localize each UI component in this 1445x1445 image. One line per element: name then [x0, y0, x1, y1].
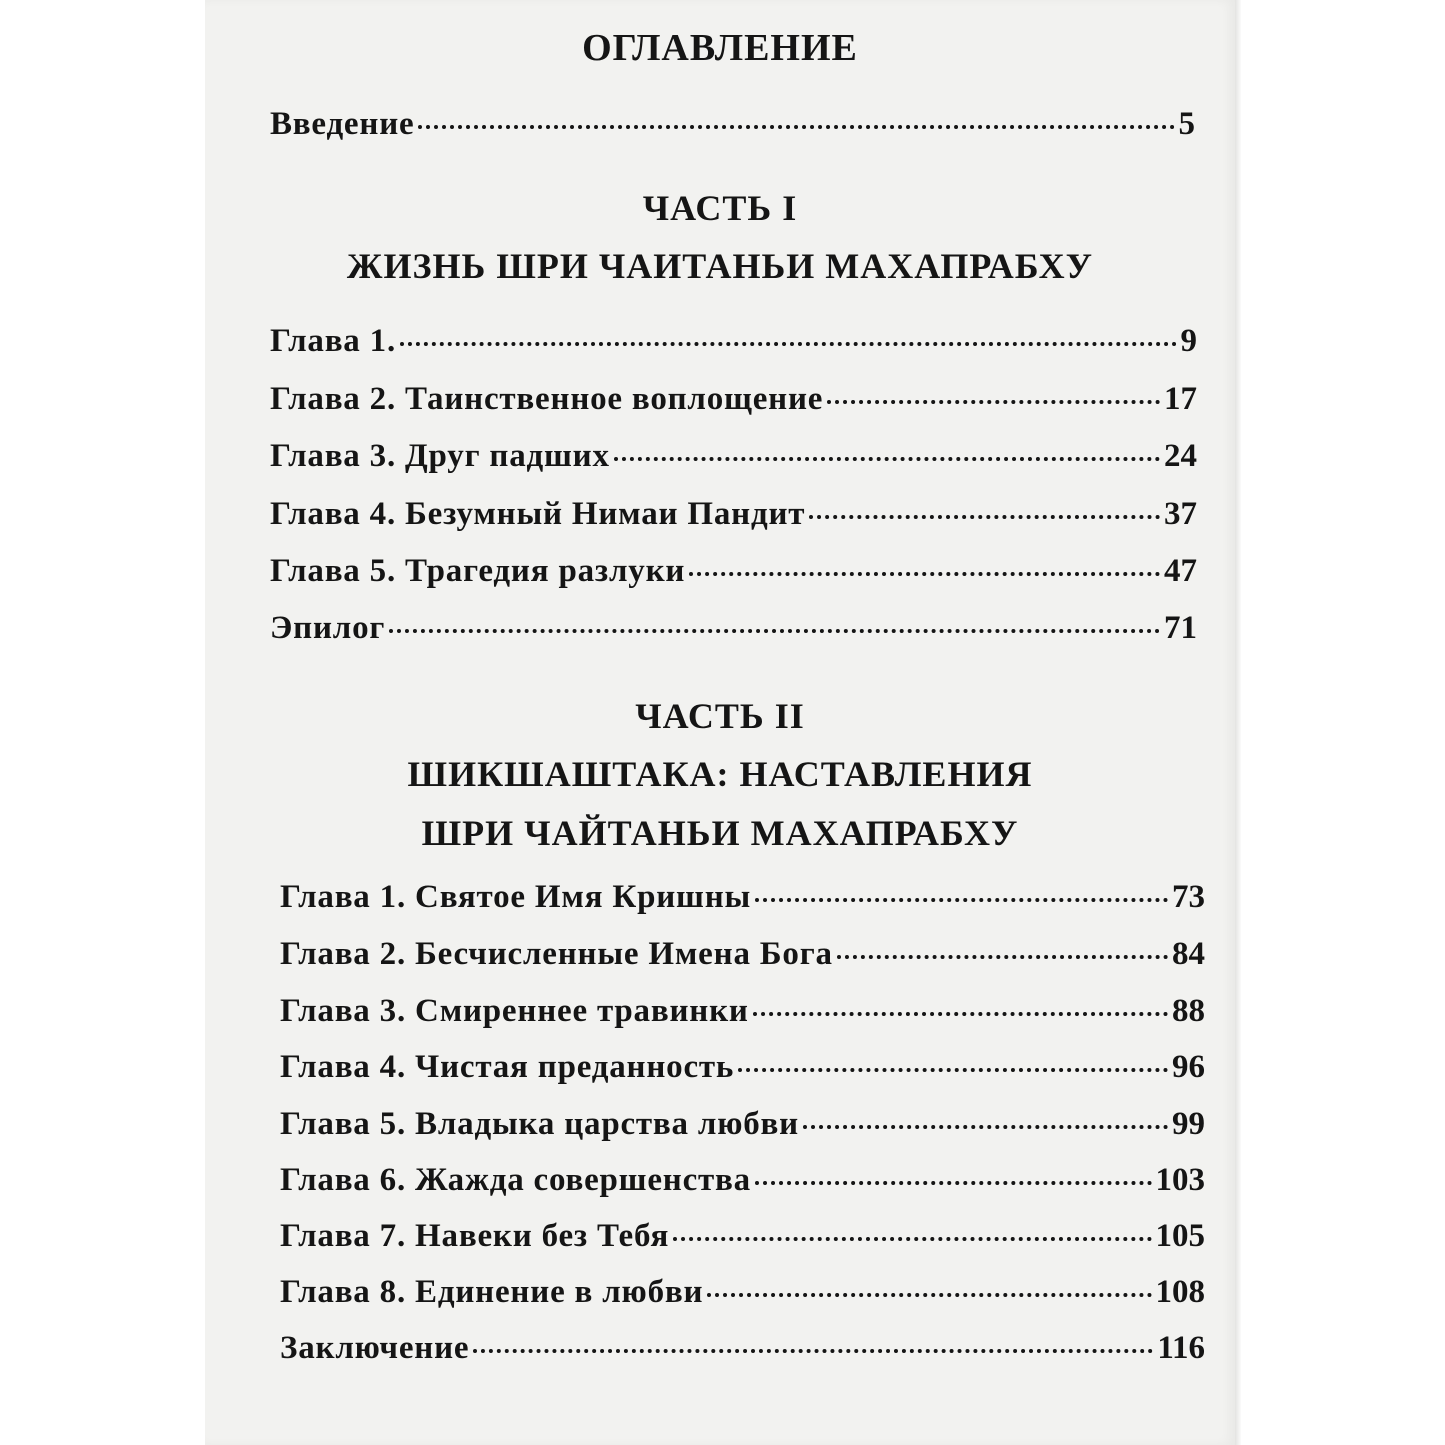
toc-entry-label: Глава 3. Смиреннее травинки [280, 993, 749, 1029]
toc-page-number: 47 [1164, 553, 1197, 589]
dot-leader [738, 1068, 1168, 1072]
toc-page-number: 24 [1164, 438, 1197, 474]
toc-page-number: 73 [1172, 879, 1205, 915]
dot-leader [614, 457, 1160, 461]
toc-entry-label: Введение [270, 106, 415, 142]
toc-page-number: 96 [1172, 1049, 1205, 1085]
toc-page-number: 99 [1172, 1106, 1205, 1142]
dot-leader [755, 1181, 1152, 1185]
dot-leader [673, 1237, 1151, 1241]
toc-title: ОГЛАВЛЕНИЕ [582, 27, 858, 69]
toc-page-number: 5 [1178, 106, 1195, 142]
toc-entry [280, 1274, 1205, 1311]
dot-leader [418, 125, 1174, 129]
toc-entry [270, 438, 1197, 475]
toc-entry-label: Глава 1. [270, 323, 397, 359]
toc-entry [270, 496, 1197, 533]
toc-entry-intro [270, 106, 1195, 143]
toc-page-number: 71 [1164, 610, 1197, 646]
part-1-label: ЧАСТЬ I [642, 188, 798, 228]
dot-leader [837, 955, 1168, 959]
toc-entry-label: Глава 2. Бесчисленные Имена Бога [280, 936, 833, 972]
dot-leader [755, 898, 1168, 902]
toc-page-number: 103 [1155, 1162, 1205, 1198]
toc-entry-label: Глава 8. Единение в любви [280, 1274, 704, 1310]
toc-entry-label: Глава 5. Владыка царства любви [280, 1106, 799, 1142]
part-1-title: ЖИЗНЬ ШРИ ЧАИТАНЬИ МАХАПРАБХУ [346, 246, 1094, 286]
toc-entry-label: Эпилог [270, 610, 386, 646]
dot-leader [827, 400, 1160, 404]
toc-entry-label: Глава 4. Безумный Нимаи Пандит [270, 496, 806, 532]
toc-page-number: 17 [1164, 381, 1197, 417]
toc-entry-label: Глава 7. Навеки без Тебя [280, 1218, 670, 1254]
part-2-title-line-1: ШИКШАШТАКА: НАСТАВЛЕНИЯ [407, 754, 1033, 794]
toc-entry [280, 1049, 1205, 1086]
toc-page-number: 105 [1155, 1218, 1205, 1254]
toc-entry [270, 323, 1197, 360]
toc-entry [280, 1162, 1205, 1199]
toc-page-number: 116 [1157, 1330, 1205, 1366]
toc-entry-label: Глава 3. Друг падших [270, 438, 610, 474]
part-2-title-line-2: ШРИ ЧАЙТАНЬИ МАХАПРАБХУ [421, 813, 1019, 853]
toc-entry-label: Глава 2. Таинственное воплощение [270, 381, 824, 417]
toc-entry [280, 879, 1205, 916]
toc-entry [270, 553, 1197, 590]
toc-entry [280, 1106, 1205, 1143]
dot-leader [389, 629, 1160, 633]
toc-page-number: 88 [1172, 993, 1205, 1029]
toc-entry [270, 610, 1197, 647]
dot-leader [809, 515, 1160, 519]
toc-entry-label: Глава 1. Святое Имя Кришны [280, 879, 752, 915]
toc-entry [280, 1330, 1205, 1367]
toc-entry [280, 993, 1205, 1030]
dot-leader [473, 1349, 1153, 1353]
page-edge [1235, 0, 1241, 1445]
toc-entry [280, 936, 1205, 973]
toc-page-number: 84 [1172, 936, 1205, 972]
toc-entry-label: Глава 5. Трагедия разлуки [270, 553, 686, 589]
toc-entry-label: Глава 4. Чистая преданность [280, 1049, 735, 1085]
dot-leader [753, 1012, 1168, 1016]
dot-leader [689, 572, 1160, 576]
part-2-label: ЧАСТЬ II [635, 696, 805, 736]
toc-page-number: 108 [1155, 1274, 1205, 1310]
toc-entry [270, 381, 1197, 418]
toc-page-number: 9 [1180, 323, 1197, 359]
toc-entry [280, 1218, 1205, 1255]
dot-leader [803, 1125, 1168, 1129]
dot-leader [400, 342, 1176, 346]
toc-entry-label: Заключение [280, 1330, 470, 1366]
toc-page-number: 37 [1164, 496, 1197, 532]
dot-leader [707, 1293, 1151, 1297]
toc-entry-label: Глава 6. Жажда совершенства [280, 1162, 751, 1198]
